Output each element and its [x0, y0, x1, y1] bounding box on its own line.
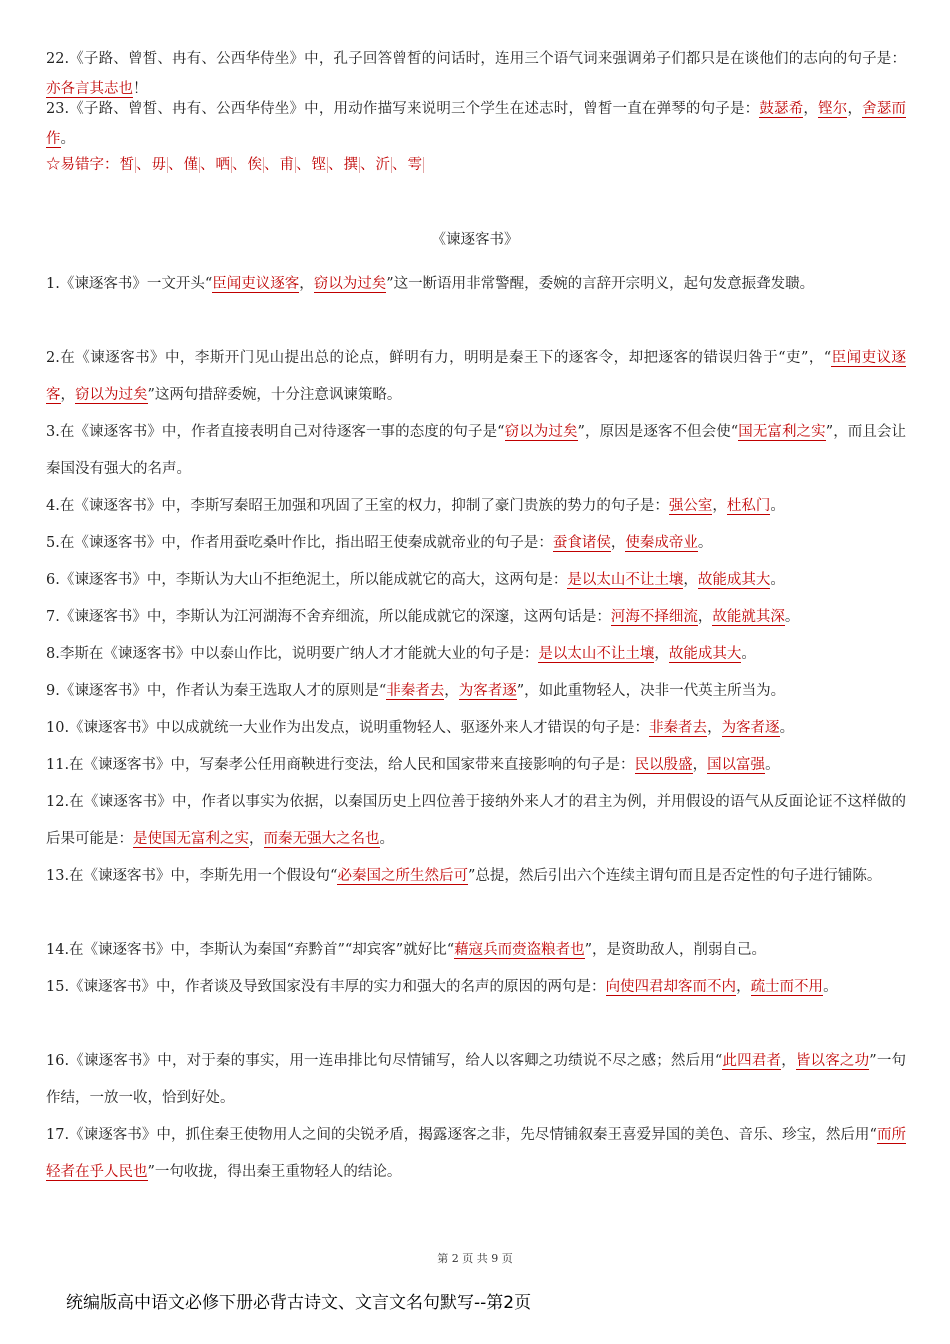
answer-blank: 是以太山不让土壤	[567, 572, 684, 588]
question-tail: 。	[60, 131, 75, 147]
typo-char: 铿	[311, 157, 326, 173]
question-text: 9.《谏逐客书》中，作者认为秦王选取人才的原则是“	[46, 683, 387, 699]
question-text: 15.《谏逐客书》中，作者谈及导致国家没有丰厚的实力和强大的名声的原因的两句是：	[46, 979, 606, 995]
typo-separator: 、	[168, 157, 183, 173]
typo-separator: 、	[232, 157, 247, 173]
separator: ，	[847, 101, 863, 117]
typo-separator: 、	[264, 157, 279, 173]
answer-blank: 臣闻吏议逐客	[46, 350, 906, 403]
typo-separator: 、	[136, 157, 151, 173]
answer-blank: 而秦无强大之名也	[263, 831, 380, 847]
question-text: 22.《子路、曾皙、冉有、公西华侍坐》中，孔子回答曾皙的问话时，连用三个语气词来强调弟子们都只是在谈他们的志向的句子是：	[46, 51, 906, 67]
typo-char: 僅	[183, 157, 198, 173]
typo-char: 哂	[215, 157, 230, 173]
question-text: ”，而且会让秦国没有强大的名声。	[46, 424, 907, 477]
answer-blank: 皆以客之功	[795, 1053, 870, 1069]
question-text: 16.《谏逐客书》中，对于秦的事实，用一连串排比句尽情铺写，给人以客卿之功绩说不尽之感；然后用“	[46, 1053, 723, 1069]
question-text: 。	[741, 646, 756, 662]
separator: ，	[803, 101, 819, 117]
question-text: 23.《子路、曾皙、冉有、公西华侍坐》中，用动作描写来说明三个学生在述志时，曾皙一直在弹琴的句子是：	[46, 101, 760, 117]
typo-separator: 、	[360, 157, 375, 173]
question-text: ”，如此重物轻人，决非一代英主所当为。	[516, 683, 786, 699]
question-text: ，	[299, 276, 314, 292]
question-text: 。	[770, 572, 785, 588]
question-text: ，	[654, 646, 669, 662]
answer-blank: 故能成其大	[668, 646, 742, 662]
question-text: 。	[697, 535, 713, 551]
answer-blank: 窃以为过矣	[75, 387, 148, 403]
question-item	[46, 266, 906, 303]
question-item	[46, 636, 906, 673]
answer-blank: 国以富强	[707, 757, 766, 773]
question-text: 。	[779, 720, 795, 736]
question-item	[46, 340, 906, 414]
answer-blank: 河海不择细流	[610, 609, 698, 625]
question-item	[46, 599, 906, 636]
typo-chars-list	[119, 157, 425, 173]
question-text: 3.在《谏逐客书》中，作者直接表明自己对待逐客一事的态度的句子是“	[46, 424, 505, 440]
answer-blank: 故能就其深	[712, 609, 785, 625]
typo-separator: 、	[328, 157, 343, 173]
question-text: 7.《谏逐客书》中，李斯认为江河湖海不舍弃细流，所以能成就它的深邃，这两句话是：	[46, 609, 611, 625]
answer-blank: 是以太山不让土壤	[538, 646, 655, 662]
page-number: 第 2 页 共 9 页	[437, 1252, 513, 1265]
question-text: ，	[249, 831, 264, 847]
question-item	[46, 784, 906, 858]
question-item	[46, 1043, 906, 1117]
answer-blank: 国无富利之实	[738, 424, 826, 440]
typo-char: 撰	[343, 157, 358, 173]
question-text: 11.在《谏逐客书》中，写秦孝公任用商鞅进行变法，给人民和国家带来直接影响的句子是：	[46, 757, 635, 773]
answer-blank: 蚕食诸侯	[552, 535, 611, 551]
question-text: 。	[379, 831, 394, 847]
answer-blank: 疏士而不用	[750, 979, 824, 995]
question-item	[46, 858, 906, 895]
question-text: ”这一断语用非常警醒，委婉的言辞开宗明义，起句发意振聋发聩。	[386, 276, 815, 292]
question-item	[46, 414, 906, 488]
typo-separator: 、	[200, 157, 215, 173]
answer-blank: 窃以为过矣	[313, 276, 387, 292]
answer-blank: 必秦国之所生然后可	[337, 868, 468, 884]
question-text: 5.在《谏逐客书》中，作者用蚕吃桑叶作比，指出昭王使秦成就帝业的句子是：	[46, 535, 553, 551]
question-tail: ！	[133, 81, 148, 97]
question-text: ，	[697, 609, 713, 625]
answer-blank: 此四君者	[722, 1053, 782, 1069]
answer-blank: 鼓瑟希	[759, 101, 804, 117]
answer-blank: 为客者逐	[458, 683, 517, 699]
typo-label: ☆易错字：	[46, 157, 119, 173]
question-text: 2.在《谏逐客书》中，李斯开门见山提出总的论点，鲜明有力，明明是秦王下的逐客令，却把逐客的错误归咎于“吏”，“	[46, 350, 832, 366]
question-text: 。	[823, 979, 838, 995]
question-text: ”，是资助敌人，削弱自己。	[584, 942, 767, 958]
answer-blank: 民以殷盛	[634, 757, 693, 773]
question-text: ，	[60, 387, 75, 403]
typo-char: 沂	[375, 157, 390, 173]
question-text: 1.《谏逐客书》一文开头“	[46, 276, 213, 292]
question-text: 12.在《谏逐客书》中，作者以事实为依据，以秦国历史上四位善于接纳外来人才的君主为例，并用假设的语气从反面论证不这样做的后果可能是：	[46, 794, 906, 847]
question-item	[46, 710, 906, 747]
question-text: ”总提，然后引出六个连续主谓句而且是否定性的句子进行铺陈。	[467, 868, 882, 884]
question-text: ，	[610, 535, 626, 551]
question-item	[46, 932, 906, 969]
question-text: 10.《谏逐客书》中以成就统一大业作为出发点，说明重物轻人、驱逐外来人才错误的句子是：	[46, 720, 650, 736]
question-item	[46, 747, 906, 784]
answer-blank: 是使国无富利之实	[133, 831, 249, 847]
answer-blank: 而所轻者在乎人民也	[46, 1127, 907, 1180]
typo-char: 俟	[247, 157, 262, 173]
section-title: 《谏逐客书》	[431, 232, 519, 248]
question-item	[46, 488, 906, 525]
typo-char: 毋	[151, 157, 166, 173]
typo-separator: 、	[392, 157, 407, 173]
question-text: 17.《谏逐客书》中，抓住秦王使物用人之间的尖锐矛盾，揭露逐客之非，先尽情铺叙秦王喜爱异国的美色、音乐、珍宝，然后用“	[46, 1127, 877, 1143]
typo-char: 皙	[119, 157, 134, 173]
question-item	[46, 969, 906, 1006]
question-text: 。	[770, 498, 785, 514]
question-text: ”一句作结，一放一收，恰到好处。	[46, 1053, 907, 1106]
question-item	[46, 673, 906, 710]
answer-blank: 使秦成帝业	[625, 535, 698, 551]
answer-blank: 为客者逐	[721, 720, 780, 736]
question-text: ，	[692, 757, 708, 773]
question-text: ”，原因是逐客不但会使“	[577, 424, 739, 440]
answer-blank: 铿尔	[818, 101, 848, 117]
question-text: 6.《谏逐客书》中，李斯认为大山不拒绝泥土，所以能成就它的高大，这两句是：	[46, 572, 568, 588]
question-text: ”这两句措辞委婉，十分注意讽谏策略。	[147, 387, 402, 403]
question-item	[46, 1117, 906, 1191]
question-text: ，	[683, 572, 698, 588]
answer-blank: 强公室	[668, 498, 713, 514]
question-23	[46, 94, 906, 154]
answer-blank: 向使四君却客而不内	[605, 979, 737, 995]
question-text: 4.在《谏逐客书》中，李斯写秦昭王加强和巩固了王室的权力，抑制了豪门贵族的势力的句子是：	[46, 498, 669, 514]
document-footer: 统编版高中语文必修下册必背古诗文、文言文名句默写--第2页	[66, 1293, 532, 1313]
question-text: 。	[784, 609, 800, 625]
answer-blank: 舍瑟而作	[46, 101, 907, 147]
answer-blank: 藉寇兵而赍盗粮者也	[454, 942, 585, 958]
typo-char: 甫	[279, 157, 294, 173]
question-text: ，	[781, 1053, 796, 1069]
question-text: ，	[707, 720, 722, 736]
question-text: 13.在《谏逐客书》中，李斯先用一个假设句“	[46, 868, 338, 884]
question-text: 8.李斯在《谏逐客书》中以泰山作比，说明要广纳人才才能就大业的句子是：	[46, 646, 539, 662]
typo-chars-line	[46, 150, 906, 180]
answer-blank: 故能成其大	[697, 572, 771, 588]
answer-blank: 非秦者去	[649, 720, 708, 736]
answer-blank: 杜私门	[726, 498, 771, 514]
typo-char: 雩	[407, 157, 422, 173]
question-item	[46, 525, 906, 562]
question-text: ”一句收拢，得出秦王重物轻人的结论。	[147, 1164, 402, 1180]
question-item	[46, 562, 906, 599]
question-text: ，	[444, 683, 459, 699]
answer-blank: 窃以为过矣	[504, 424, 578, 440]
question-text: 。	[765, 757, 780, 773]
question-text: ，	[736, 979, 751, 995]
question-text: ，	[712, 498, 727, 514]
typo-separator: 、	[296, 157, 311, 173]
answer-blank: 臣闻吏议逐客	[212, 276, 300, 292]
answer-blank: 非秦者去	[386, 683, 445, 699]
question-text: 14.在《谏逐客书》中，李斯认为秦国“弃黔首”“却宾客”就好比“	[46, 942, 455, 958]
answer-blank: 亦各言其志也	[46, 81, 133, 97]
